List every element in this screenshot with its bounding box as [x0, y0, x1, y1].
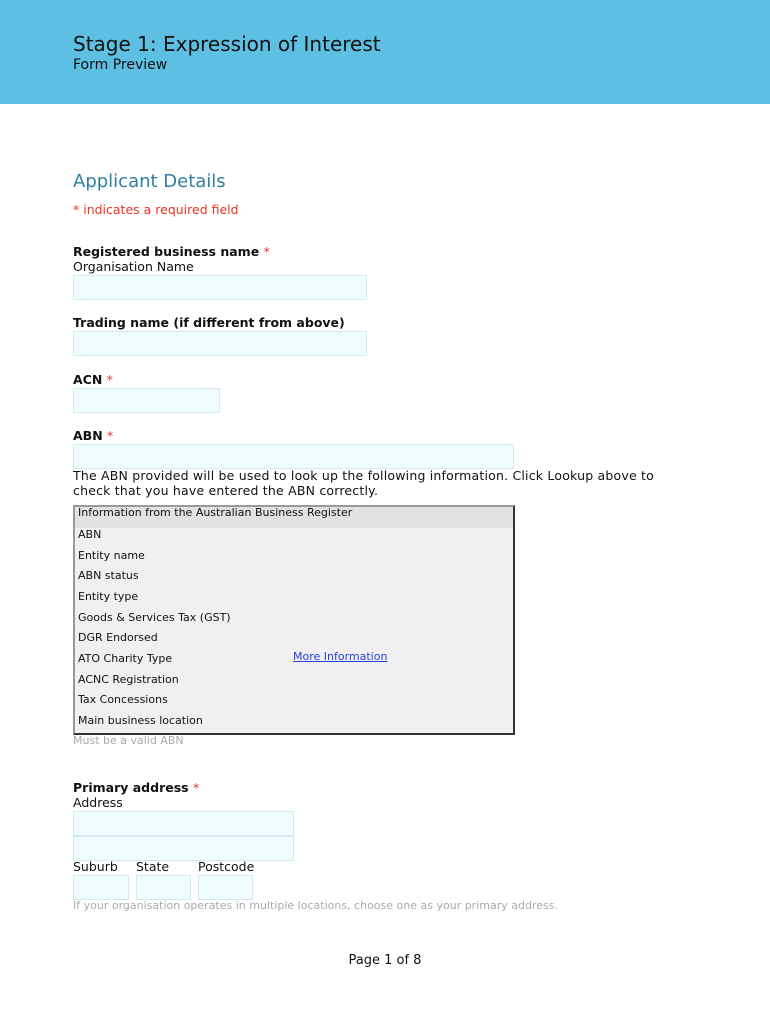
acn-label: ACN *	[73, 372, 113, 387]
section-title: Applicant Details	[73, 171, 226, 192]
page-title: Stage 1: Expression of Interest	[73, 32, 381, 56]
page-subtitle: Form Preview	[73, 57, 168, 73]
abr-row-gst: Goods & Services Tax (GST)	[78, 611, 231, 624]
address-hint: If your organisation operates in multiple locations, choose one as your primary address.	[73, 899, 558, 912]
address-line-1-input[interactable]	[73, 811, 294, 836]
required-note: * indicates a required field	[73, 202, 239, 217]
abr-row-abn: ABN	[78, 528, 102, 541]
abr-row-entity-name: Entity name	[78, 549, 145, 562]
page-number: Page 1 of 8	[348, 953, 422, 968]
state-input[interactable]	[136, 875, 191, 900]
abr-info-table	[73, 505, 515, 735]
abr-row-location: Main business location	[78, 714, 203, 727]
abr-row-acnc: ACNC Registration	[78, 673, 179, 686]
state-label: State	[136, 859, 170, 874]
trading-name-input[interactable]	[73, 331, 367, 356]
suburb-input[interactable]	[73, 875, 129, 900]
more-information-link[interactable]: More Information	[293, 650, 388, 663]
business-name-input[interactable]	[73, 275, 367, 300]
abr-table-header: Information from the Australian Business Register	[75, 507, 513, 528]
organisation-name-sublabel: Organisation Name	[73, 259, 194, 274]
abr-row-tax-concessions: Tax Concessions	[78, 693, 168, 706]
abn-hint: Must be a valid ABN	[73, 734, 184, 747]
abr-row-entity-type: Entity type	[78, 590, 139, 603]
primary-address-label: Primary address *	[73, 780, 200, 795]
postcode-label: Postcode	[198, 859, 255, 874]
abn-label: ABN *	[73, 428, 114, 443]
address-line-2-input[interactable]	[73, 836, 294, 861]
abn-input[interactable]	[73, 444, 514, 469]
trading-name-label: Trading name (if different from above)	[73, 315, 345, 330]
acn-input[interactable]	[73, 388, 220, 413]
abr-row-charity-type: ATO Charity Type	[78, 652, 173, 665]
address-sublabel: Address	[73, 795, 123, 810]
abr-row-dgr: DGR Endorsed	[78, 631, 158, 644]
suburb-label: Suburb	[73, 859, 118, 874]
abr-row-abn-status: ABN status	[78, 569, 139, 582]
abn-description: The ABN provided will be used to look up the following information. Click Lookup above to check that you have entered the ABN correctly.	[73, 468, 654, 498]
business-name-label: Registered business name *	[73, 244, 270, 259]
postcode-input[interactable]	[198, 875, 253, 900]
